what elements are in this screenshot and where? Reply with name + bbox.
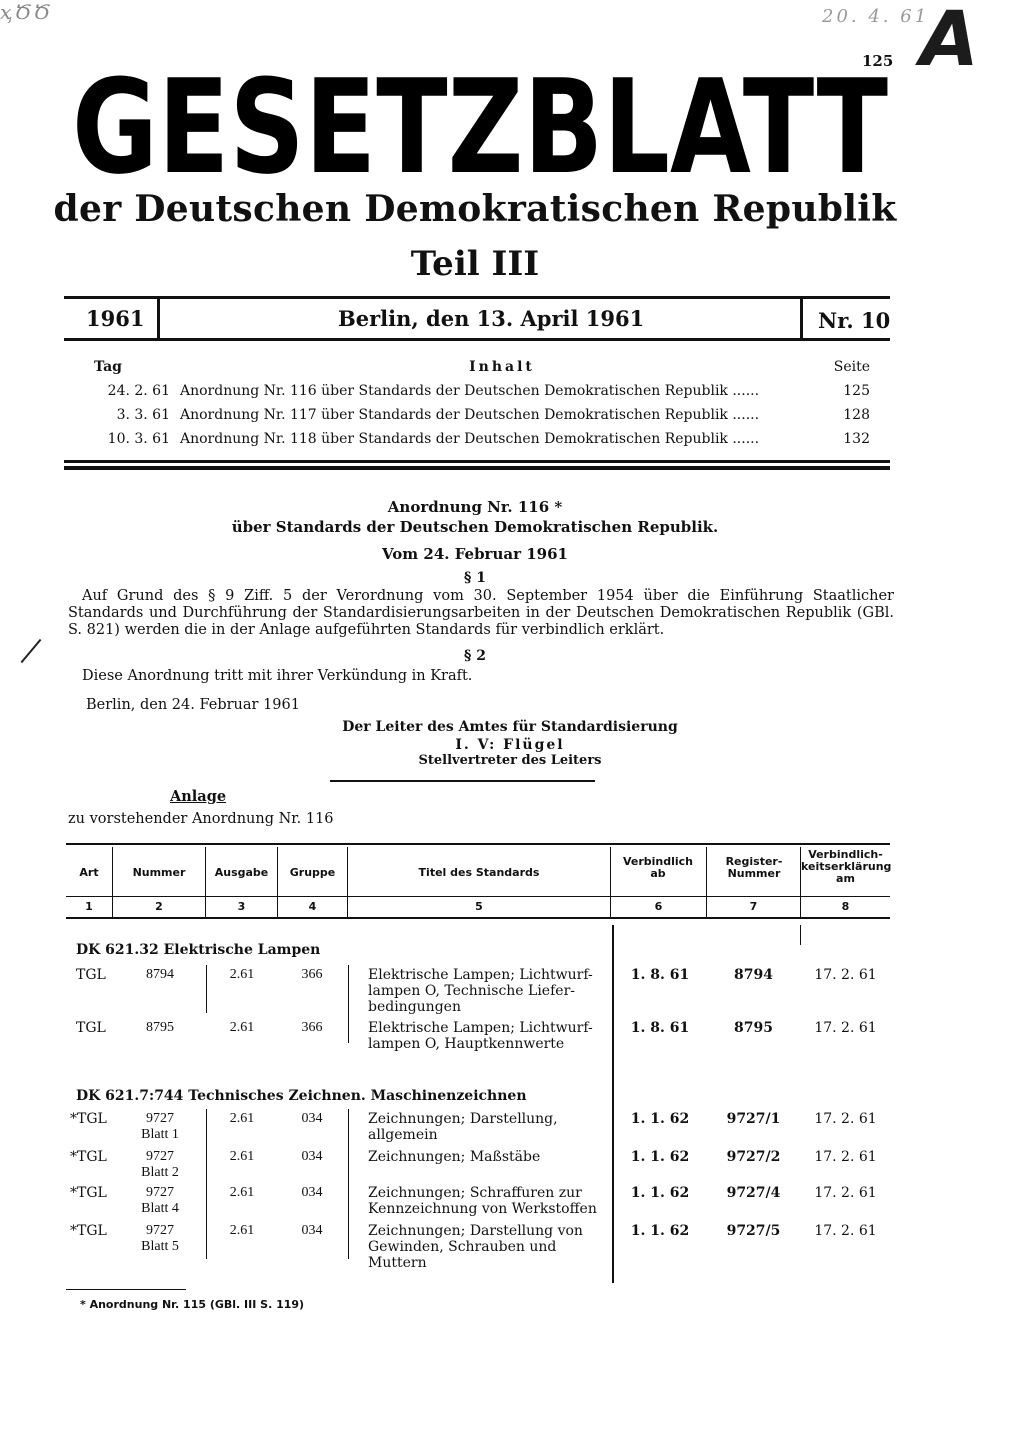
- cell-issue: 2.61: [229, 1111, 255, 1126]
- cell-register: 8795: [734, 1020, 773, 1036]
- toc-row: [80, 379, 870, 403]
- toc-header-content: Inhalt: [469, 359, 535, 375]
- cell-group: 366: [301, 967, 323, 982]
- cell-sheet: Blatt 1: [141, 1127, 179, 1142]
- page-number: 125: [862, 52, 894, 70]
- header-declared: Verbindlich-keitserklärung am: [801, 848, 892, 885]
- toc-header: [80, 355, 870, 379]
- toc-page: 128: [843, 407, 870, 423]
- cell-valid-from: 1. 1. 62: [630, 1149, 690, 1165]
- body-col-rule: [800, 925, 801, 945]
- cell-issue: 2.61: [229, 1020, 255, 1035]
- annex-subtitle: zu vorstehender Anordnung Nr. 116: [68, 811, 334, 827]
- toc-title: Anordnung Nr. 118 über Standards der Deutschen Demokratischen Republik ......: [180, 431, 760, 447]
- table-header-rule: [66, 896, 890, 897]
- issue-number: Nr. 10: [818, 308, 891, 333]
- date-stamp: 20. 4. 61: [822, 6, 930, 27]
- masthead-part: Teil III: [410, 244, 540, 284]
- cell-art: *TGL: [70, 1185, 107, 1201]
- cell-register: 9727/1: [726, 1111, 781, 1127]
- col-number: 5: [475, 900, 483, 913]
- annex-table: [66, 843, 890, 1323]
- cell-sheet: Blatt 4: [141, 1201, 179, 1216]
- cell-number: 9727: [146, 1185, 174, 1200]
- toc-day: 3. 3. 61: [116, 407, 170, 423]
- col-number: 3: [237, 900, 246, 913]
- cell-valid-from: 1. 1. 62: [630, 1111, 690, 1127]
- handwritten-letter: A: [920, 0, 979, 83]
- cell-sheet: Blatt 5: [141, 1239, 179, 1254]
- cell-title-line: Muttern: [368, 1255, 427, 1271]
- cell-group: 366: [301, 1020, 323, 1035]
- cell-group: 034: [301, 1149, 323, 1164]
- toc-day: 24. 2. 61: [107, 383, 170, 399]
- toc-row: [80, 403, 870, 427]
- cell-register: 8794: [734, 967, 773, 983]
- cell-issue: 2.61: [229, 1185, 255, 1200]
- section-1-line-3: S. 821) werden die in der Anlage aufgeführten Standards für verbindlich erklärt.: [68, 622, 665, 638]
- issue-divider-right: [800, 296, 803, 340]
- col-number: 2: [155, 900, 163, 913]
- cell-issue: 2.61: [229, 1149, 255, 1164]
- section-1-heading: § 1: [464, 570, 486, 586]
- order-date: Vom 24. Februar 1961: [382, 545, 568, 563]
- handwritten-mark-top-left: ҳԾԾ: [0, 0, 53, 24]
- header-group: Gruppe: [289, 866, 336, 879]
- cell-declared: 17. 2. 61: [814, 1149, 877, 1165]
- col-number: 7: [749, 900, 758, 913]
- toc-title: Anordnung Nr. 117 über Standards der Deutschen Demokratischen Republik ......: [180, 407, 760, 423]
- body-col-rule: [206, 1109, 207, 1259]
- body-col-rule: [348, 965, 349, 1043]
- cell-title-line: Gewinden, Schrauben und: [368, 1239, 557, 1255]
- cell-issue: 2.61: [229, 967, 255, 982]
- cell-title-line: Zeichnungen; Darstellung,: [368, 1111, 558, 1127]
- header-issue: Ausgabe: [214, 866, 269, 879]
- toc-header-day: Tag: [94, 359, 122, 375]
- cell-title-line: lampen O, Hauptkennwerte: [368, 1036, 565, 1052]
- cell-number: 9727: [146, 1223, 174, 1238]
- issue-top-rule: [64, 296, 890, 299]
- section-heading: DK 621.7:744 Technisches Zeichnen. Maschinenzeichnen: [76, 1088, 527, 1104]
- cell-group: 034: [301, 1223, 323, 1238]
- table-of-contents: [80, 355, 870, 451]
- cell-art: TGL: [76, 967, 106, 983]
- cell-title-line: Zeichnungen; Darstellung von: [368, 1223, 583, 1239]
- issue-year: 1961: [86, 306, 145, 331]
- section-1-line-2: Standards und Durchführung der Standardisierungsarbeiten in der Deutschen Demokratischen Republik (GBl.: [68, 605, 894, 621]
- signature-rule: [330, 780, 595, 782]
- header-title: Titel des Standards: [418, 866, 540, 879]
- section-2-heading: § 2: [464, 648, 486, 664]
- cell-number: 8794: [146, 967, 174, 982]
- issue-divider-left: [157, 296, 160, 340]
- cell-title-line: lampen O, Technische Liefer-: [368, 983, 575, 999]
- cell-title-line: bedingungen: [368, 999, 461, 1015]
- cell-title-line: allgemein: [368, 1127, 438, 1143]
- cell-group: 034: [301, 1111, 323, 1126]
- body-col-rule: [206, 965, 207, 1013]
- header-valid-from: Verbindlich ab: [622, 855, 694, 880]
- footnote: * Anordnung Nr. 115 (GBl. III S. 119): [80, 1298, 305, 1311]
- cell-register: 9727/5: [726, 1223, 781, 1239]
- body-col-rule: [348, 1109, 349, 1259]
- footnote-rule: [66, 1289, 186, 1290]
- cell-title-line: Zeichnungen; Schraffuren zur: [368, 1185, 582, 1201]
- col-number: 6: [654, 900, 663, 913]
- cell-art: TGL: [76, 1020, 106, 1036]
- cell-valid-from: 1. 8. 61: [630, 1020, 690, 1036]
- annex-title: Anlage: [170, 788, 227, 805]
- signing-place-date: Berlin, den 24. Februar 1961: [86, 697, 300, 713]
- contents-rule-2: [64, 466, 890, 470]
- section-2-text: Diese Anordnung tritt mit ihrer Verkündung in Kraft.: [82, 668, 473, 684]
- cell-art: *TGL: [70, 1149, 107, 1165]
- cell-declared: 17. 2. 61: [814, 1223, 877, 1239]
- cell-declared: 17. 2. 61: [814, 1111, 877, 1127]
- col-number: 1: [85, 900, 93, 913]
- issue-bottom-rule: [64, 338, 890, 341]
- cell-group: 034: [301, 1185, 323, 1200]
- masthead-title-text: GESETZBLATT: [72, 70, 888, 180]
- table-number-rule: [66, 917, 890, 919]
- cell-title-line: Zeichnungen; Maßstäbe: [368, 1149, 541, 1165]
- margin-pen-mark: [21, 639, 42, 663]
- section-heading: DK 621.32 Elektrische Lampen: [76, 942, 321, 958]
- toc-page: 132: [843, 431, 870, 447]
- cell-register: 9727/2: [726, 1149, 781, 1165]
- issue-place-date: Berlin, den 13. April 1961: [338, 306, 645, 331]
- toc-header-page: Seite: [833, 359, 870, 375]
- cell-title-line: Kennzeichnung von Werkstoffen: [368, 1201, 597, 1217]
- signer-office: Der Leiter des Amtes für Standardisierung: [342, 719, 678, 735]
- toc-day: 10. 3. 61: [107, 431, 170, 447]
- cell-register: 9727/4: [726, 1185, 781, 1201]
- cell-art: *TGL: [70, 1111, 107, 1127]
- section-1-line-1: Auf Grund des § 9 Ziff. 5 der Verordnung vom 30. September 1954 über die Einführung Staatlicher: [82, 588, 894, 604]
- cell-number: 9727: [146, 1111, 174, 1126]
- masthead-title: [70, 70, 890, 180]
- cell-valid-from: 1. 1. 62: [630, 1185, 690, 1201]
- cell-valid-from: 1. 1. 62: [630, 1223, 690, 1239]
- header-art: Art: [79, 866, 99, 879]
- cell-declared: 17. 2. 61: [814, 1185, 877, 1201]
- toc-row: [80, 427, 870, 451]
- table-top-rule: [66, 843, 890, 845]
- col-number: 4: [308, 900, 317, 913]
- toc-page: 125: [843, 383, 870, 399]
- cell-valid-from: 1. 8. 61: [630, 967, 690, 983]
- masthead-subtitle: der Deutschen Demokratischen Republik: [53, 188, 897, 230]
- cell-declared: 17. 2. 61: [814, 967, 877, 983]
- cell-art: *TGL: [70, 1223, 107, 1239]
- cell-sheet: Blatt 2: [141, 1165, 179, 1180]
- cell-title-line: Elektrische Lampen; Lichtwurf-: [368, 1020, 593, 1036]
- cell-title-line: Elektrische Lampen; Lichtwurf-: [368, 967, 593, 983]
- cell-issue: 2.61: [229, 1223, 255, 1238]
- toc-title: Anordnung Nr. 116 über Standards der Deutschen Demokratischen Republik ......: [180, 383, 760, 399]
- header-number: Nummer: [132, 866, 186, 879]
- order-title: Anordnung Nr. 116 *: [387, 498, 563, 516]
- order-subtitle: über Standards der Deutschen Demokratischen Republik.: [231, 518, 719, 536]
- header-register: Register-Nummer: [725, 855, 783, 880]
- signer-name: I. V: Flügel: [455, 737, 565, 753]
- cell-number: 8795: [146, 1020, 174, 1035]
- cell-number: 9727: [146, 1149, 174, 1164]
- signer-role: Stellvertreter des Leiters: [418, 753, 602, 768]
- contents-rule-1: [64, 460, 890, 463]
- cell-declared: 17. 2. 61: [814, 1020, 877, 1036]
- col-number: 8: [841, 900, 850, 913]
